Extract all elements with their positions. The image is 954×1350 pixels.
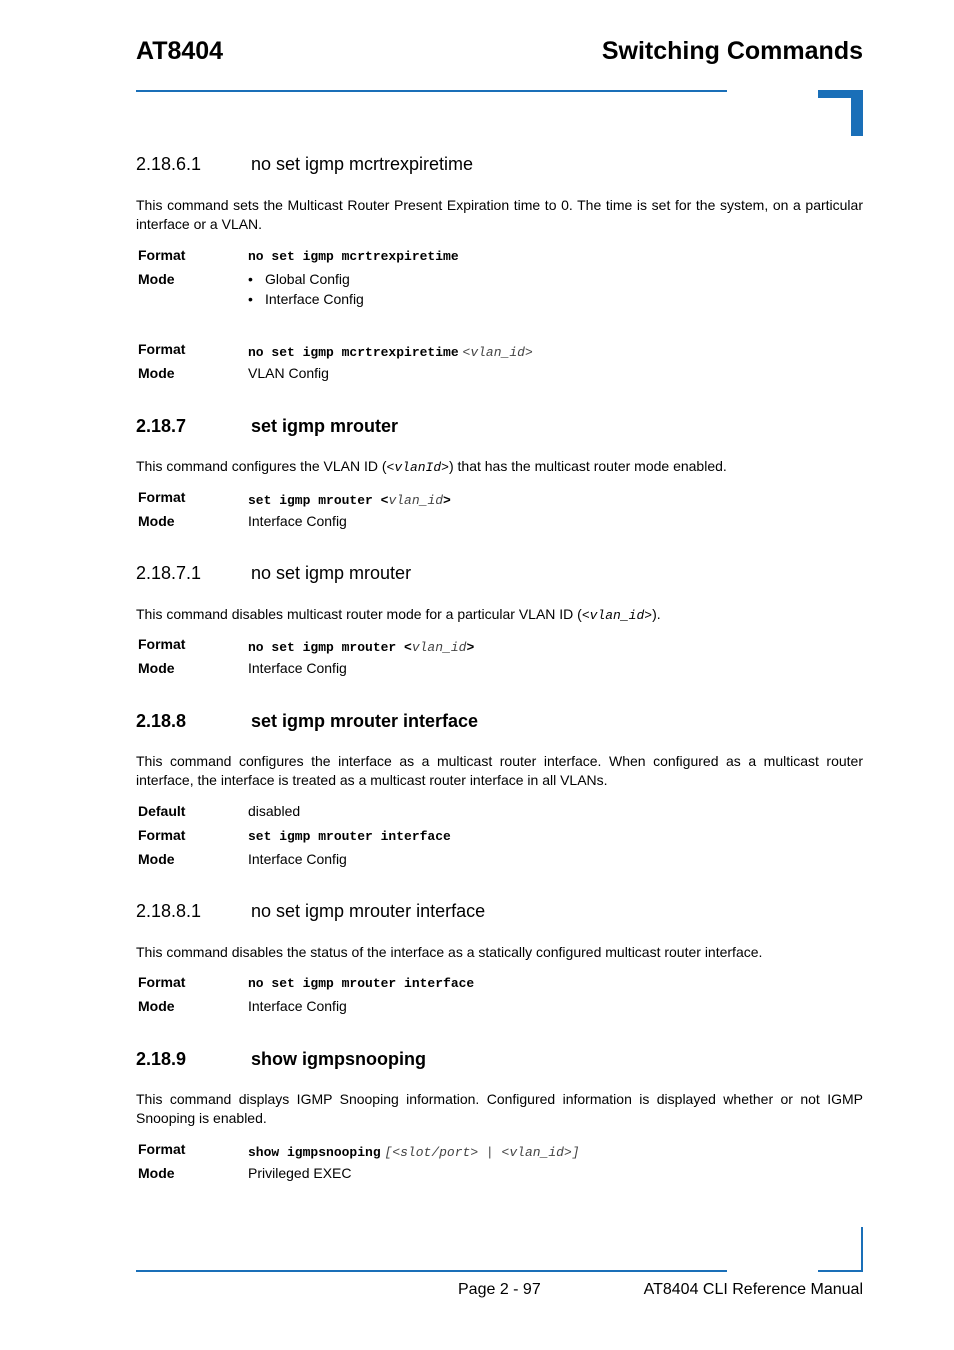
section-description: This command sets the Multicast Router Present Expiration time to 0. The time is set for the system, on a particular interface or a VLAN. xyxy=(136,197,863,232)
mode-label: Mode xyxy=(138,851,175,867)
section-description: This command disables the status of the interface as a statically configured multicast router interface. xyxy=(136,944,763,960)
section-description: This command displays IGMP Snooping information. Configured information is displayed whether or not IGMP Snooping is enabled. xyxy=(136,1091,863,1126)
format-label: Format xyxy=(138,1141,186,1157)
mode-value: Interface Config xyxy=(248,660,347,676)
mode-value: Interface Config xyxy=(248,998,347,1014)
section-title: set igmp mrouter xyxy=(251,416,399,436)
format-label: Format xyxy=(138,636,186,652)
mode-label: Mode xyxy=(138,271,175,287)
section-number: 2.18.9 xyxy=(136,1049,187,1069)
section-number: 2.18.8 xyxy=(136,711,187,731)
format-command: show igmpsnooping [<slot/port> | <vlan_id>] xyxy=(248,1145,580,1160)
section-description: This command configures the interface as a multicast router interface. When configured as a multicast router interface, the interface is treated as a multicast router interface in all VLANs. xyxy=(136,753,863,788)
mode-value: Interface Config xyxy=(248,513,347,529)
mode-value: VLAN Config xyxy=(248,365,329,381)
mode-label: Mode xyxy=(138,998,175,1014)
section-number: 2.18.7 xyxy=(136,416,187,436)
mode-value: Interface Config xyxy=(248,851,347,867)
corner-mark-bottom-bar xyxy=(818,1270,863,1272)
format-label: Format xyxy=(138,974,186,990)
default-value: disabled xyxy=(248,803,301,819)
section-title: set igmp mrouter interface xyxy=(251,711,479,731)
mode-value: Privileged EXEC xyxy=(248,1165,352,1181)
format-command: no set igmp mcrtrexpiretime <vlan_id> xyxy=(248,345,533,360)
mode-label: Mode xyxy=(138,513,175,529)
header-chapter: Switching Commands xyxy=(601,37,863,65)
mode-label: Mode xyxy=(138,1165,175,1181)
format-command: no set igmp mcrtrexpiretime xyxy=(248,249,459,264)
corner-mark-top-side xyxy=(851,90,863,136)
mode-label: Mode xyxy=(138,660,175,676)
format-label: Format xyxy=(138,341,186,357)
section-title: no set igmp mcrtrexpiretime xyxy=(251,154,474,174)
section-number: 2.18.7.1 xyxy=(136,563,202,583)
header-rule xyxy=(136,90,727,92)
section-description: This command configures the VLAN ID (<vlanId>) that has the multicast router mode enabled. xyxy=(136,458,727,475)
header-product: AT8404 xyxy=(136,37,224,65)
format-command: set igmp mrouter interface xyxy=(248,829,451,844)
format-command: no set igmp mrouter <vlan_id> xyxy=(248,640,475,655)
footer-rule xyxy=(136,1270,727,1272)
section-title: show igmpsnooping xyxy=(251,1049,426,1069)
corner-mark-bottom-side xyxy=(861,1227,863,1272)
format-label: Format xyxy=(138,827,186,843)
format-command: set igmp mrouter <vlan_id> xyxy=(248,493,451,508)
section-title: no set igmp mrouter xyxy=(251,563,412,583)
section-number: 2.18.8.1 xyxy=(136,901,202,921)
format-label: Format xyxy=(138,247,186,263)
section-title: no set igmp mrouter interface xyxy=(251,901,486,921)
manual-title: AT8404 CLI Reference Manual xyxy=(643,1281,863,1298)
page-number: Page 2 - 97 xyxy=(458,1281,541,1298)
section-number: 2.18.6.1 xyxy=(136,154,202,174)
mode-label: Mode xyxy=(138,365,175,381)
default-label: Default xyxy=(138,803,186,819)
section-description: This command disables multicast router mode for a particular VLAN ID (<vlan_id>). xyxy=(136,606,661,623)
format-command: no set igmp mrouter interface xyxy=(248,976,475,991)
format-label: Format xyxy=(138,489,186,505)
